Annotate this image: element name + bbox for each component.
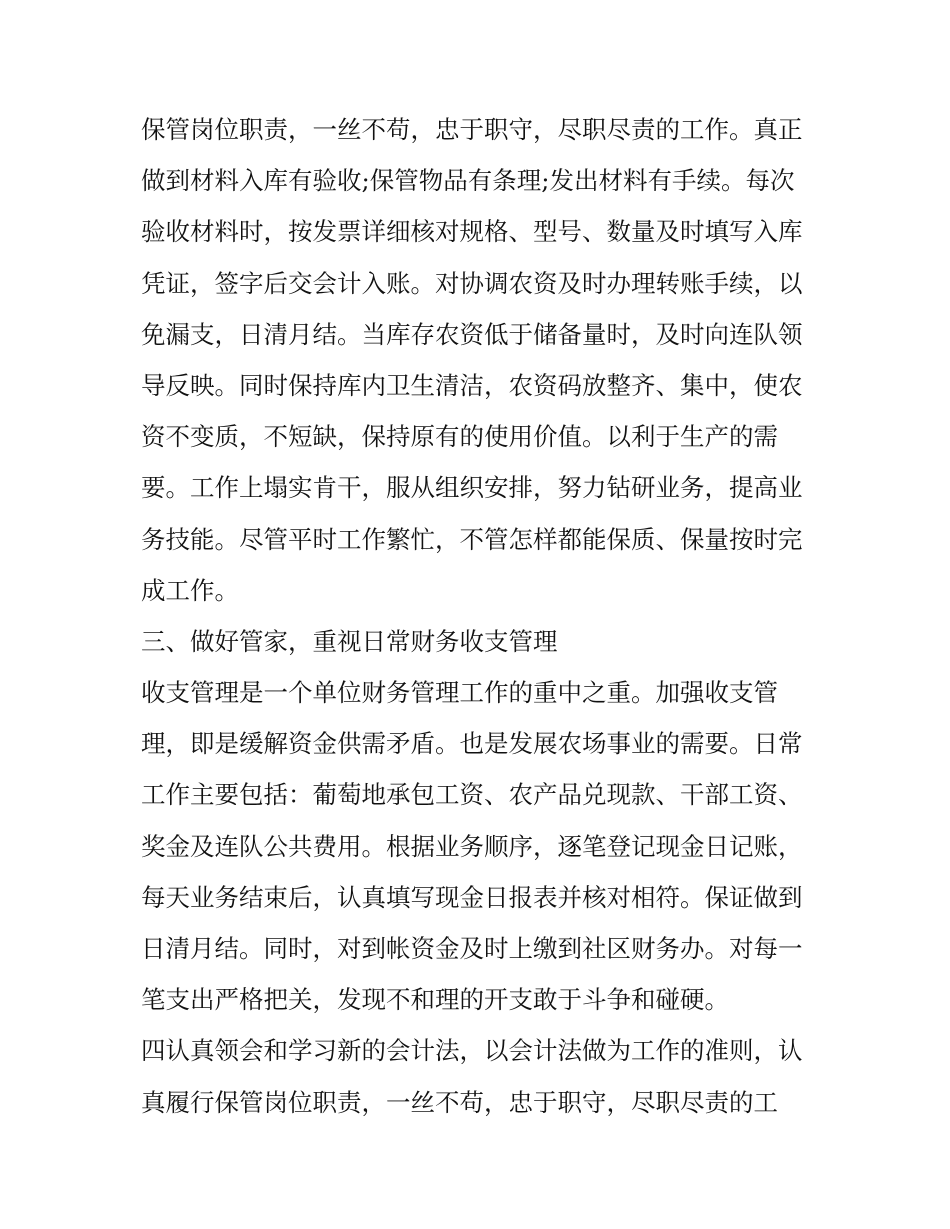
text-line: 收支管理是一个单位财务管理工作的重中之重。加强收支管: [141, 678, 778, 708]
text-line: 免漏支，日清月结。当库存农资低于储备量时，及时向连队领: [141, 319, 803, 349]
text-line: 奖金及连队公共费用。根据业务顺序，逐笔登记现金日记账，: [141, 831, 803, 861]
body-text: [141, 104, 821, 1128]
text-line: 理，即是缓解资金供需矛盾。也是发展农场事业的需要。日常: [141, 729, 803, 759]
text-line: 成工作。: [141, 575, 239, 605]
section-heading: 三、做好管家，重视日常财务收支管理: [141, 626, 558, 656]
text-line: 保管岗位职责，一丝不苟，忠于职守，尽职尽责的工作。真正: [141, 115, 803, 144]
text-line: 真履行保管岗位职责，一丝不苟，忠于职守，尽职尽责的工: [141, 1087, 778, 1117]
text-line: 日清月结。同时，对到帐资金及时上缴到社区财务办。对每一: [141, 934, 803, 963]
text-line: 务技能。尽管平时工作繁忙，不管怎样都能保质、保量按时完: [141, 524, 803, 554]
text-line: 导反映。同时保持库内卫生清洁，农资码放整齐、集中，使农: [141, 370, 803, 400]
text-line: 每天业务结束后，认真填写现金日报表并核对相符。保证做到: [141, 882, 803, 912]
text-line: 笔支出严格把关，发现不和理的开支敢于斗争和碰硬。: [141, 985, 729, 1015]
text-line: 做到材料入库有验收;保管物品有条理;发出材料有手续。每次: [141, 166, 795, 196]
text-line: 工作主要包括：葡萄地承包工资、农产品兑现款、干部工资、: [141, 780, 803, 810]
text-line: 资不变质，不短缺，保持原有的使用价值。以利于生产的需: [141, 422, 778, 452]
text-line: 要。工作上塌实肯干，服从组织安排，努力钻研业务，提高业: [141, 473, 803, 503]
text-line: 验收材料时，按发票详细核对规格、型号、数量及时填写入库: [141, 217, 803, 247]
text-line: 凭证，签字后交会计入账。对协调农资及时办理转账手续，以: [141, 268, 803, 298]
section-heading: 四认真领会和学习新的会计法，以会计法做为工作的准则，认: [141, 1036, 803, 1066]
